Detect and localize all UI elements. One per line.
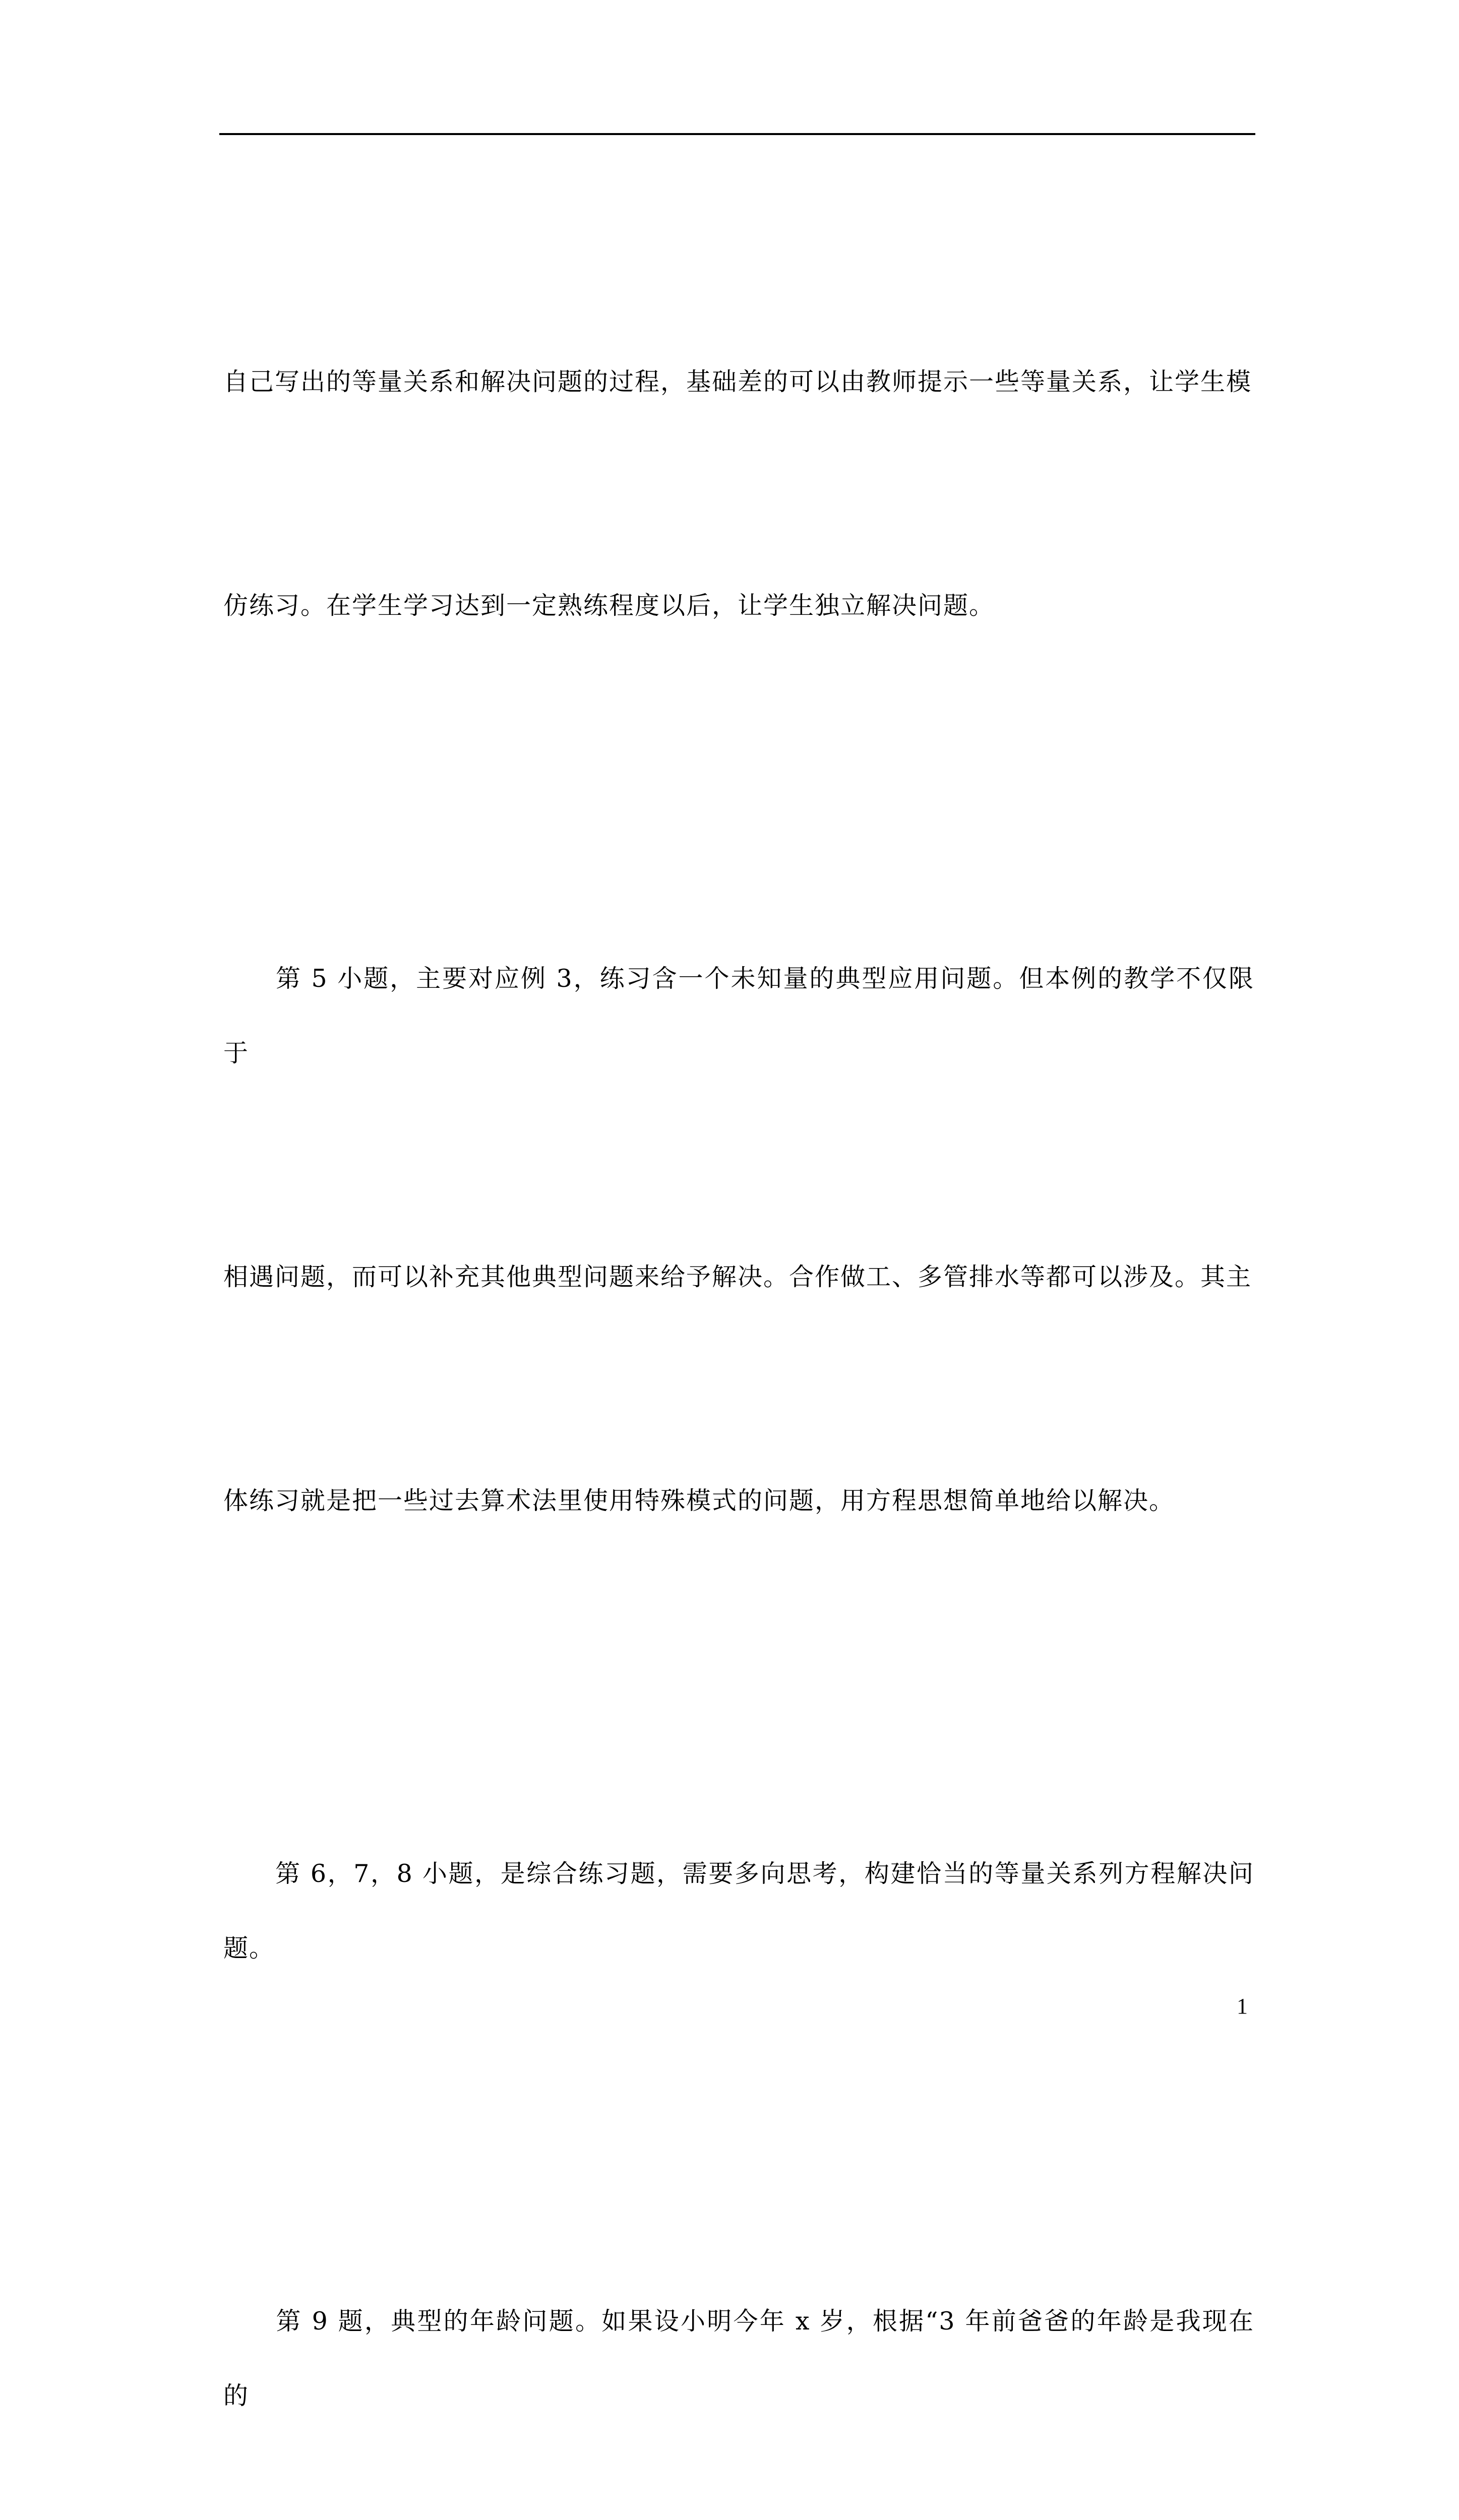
paragraph-questions-6-8 — [223, 1687, 1254, 2135]
paragraph-continuation — [223, 196, 1254, 792]
text-line: 自己写出的等量关系和解决问题的过程，基础差的可以由教师提示一些等量关系，让学生模 — [223, 367, 1252, 396]
paragraph-question-5 — [223, 792, 1254, 1687]
text-line: 第 9 题，典型的年龄问题。如果设小明今年 x 岁，根据“3 年前爸爸的年龄是我现在的 — [223, 2307, 1254, 2410]
text-line: 体练习就是把一些过去算术法里使用特殊模式的问题，用方程思想简单地给以解决。 — [223, 1486, 1175, 1515]
page-number: 1 — [1237, 1994, 1248, 2019]
text-line: 第 6，7，8 小题，是综合练习题，需要多向思考，构建恰当的等量关系列方程解决问题。 — [223, 1859, 1254, 1963]
document-body — [223, 196, 1254, 2520]
text-line: 相遇问题，而可以补充其他典型问题来给予解决。合作做工、多管排水等都可以涉及。其主 — [223, 1263, 1252, 1291]
header-rule — [219, 133, 1255, 135]
text-line: 第 5 小题，主要对应例 3，练习含一个未知量的典型应用问题。但本例的教学不仅限于 — [223, 964, 1254, 1067]
text-line: 仿练习。在学生学习达到一定熟练程度以后，让学生独立解决问题。 — [223, 591, 995, 620]
paragraph-question-9 — [223, 2135, 1254, 2520]
